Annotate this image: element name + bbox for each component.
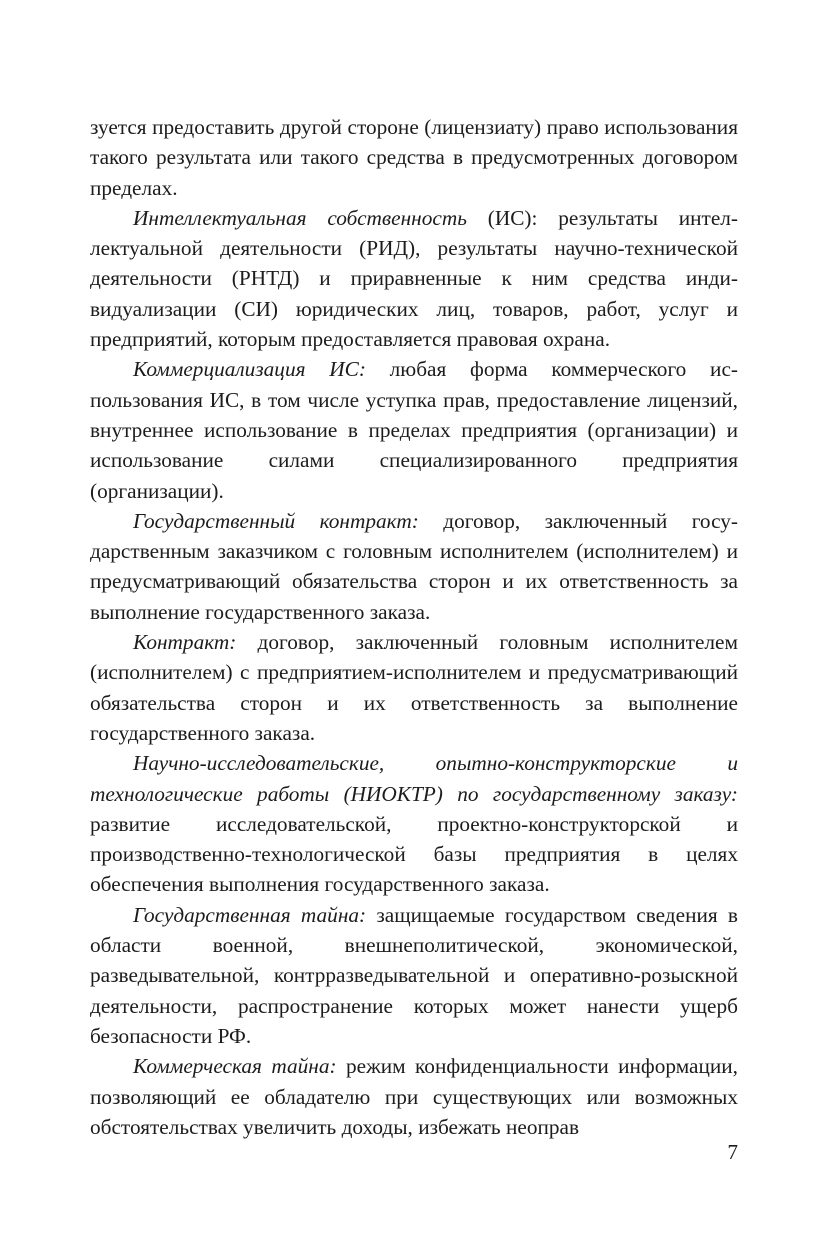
paragraph-continuation <box>90 112 738 203</box>
paragraph-commercialization <box>90 354 738 505</box>
paragraph-term: Государственный контракт: <box>133 508 419 533</box>
paragraph-text: договор, заключенный головным исполнителем (исполнителем) с предприятием-исполнителем и предусматривающий обязательства сторон и их ответственность за выполнение государственного заказа. <box>90 630 738 745</box>
paragraph-text: режим конфиденциальности информации, позволяющий ее обладателю при существующих или возможных обстоятельствах увеличить доходы, избежать неоправ <box>90 1054 738 1139</box>
paragraph-term: Коммерческая тайна: <box>133 1054 337 1079</box>
paragraph-contract <box>90 627 738 748</box>
paragraph-nioktr <box>90 748 738 899</box>
paragraph-term: Интеллектуальная собственность <box>133 205 467 230</box>
paragraph-term: Государственная тайна: <box>133 902 367 927</box>
paragraph-state-secret <box>90 900 738 1051</box>
paragraph-text: договор, заключенный государственным заказчиком с головным исполнителем (исполнителем) и предусматривающий обязательства сторон и их ответственность за выполнение государственного заказа. <box>90 508 738 624</box>
paragraph-term: Коммерциализация ИС: <box>133 357 366 382</box>
paragraph-text: развитие исследовательской, проектно-конструкторской и производственно-технологической базы предприятия в целях обеспечения выполнения государственного заказа. <box>90 811 738 897</box>
paragraph-text: (ИС): результаты интеллектуальной деятельности (РИД), результаты научно-технической деятельности (РНТД) и приравненные к ним средства индивидуализации (СИ) юридических лиц, товаров, работ, услуг и предприятий, которым предоставляется правовая охрана. <box>90 205 738 352</box>
paragraph-text: любая форма коммерческого использования ИС, в том числе уступка прав, предоставление лицензий, внутреннее использование в пределах предприятия (организации) и использование силами специализированного предприятия (организации). <box>90 357 738 503</box>
paragraph-term: Научно-исследовательские, опытно-конструкторские и технологические работы (НИОКТР) по государственному заказу: <box>90 751 738 806</box>
paragraph-text: защищаемые государством сведения в области военной, внешнеполитической, экономической, разведывательной, контрразведывательной и оперативно-розыскной деятельности, распространение которых может нанести ущерб безопасности РФ. <box>90 902 738 1048</box>
paragraph-state-contract <box>90 506 738 627</box>
page-number: 7 <box>727 1140 738 1164</box>
body-text <box>90 112 738 1142</box>
paragraph-trade-secret <box>90 1051 738 1142</box>
paragraph-term: Контракт: <box>133 630 237 655</box>
paragraph-intellectual-property <box>90 203 738 354</box>
paragraph-text: зуется предоставить другой стороне (лицензиату) право использования такого результата или такого средства в предусмотренных договором пределах. <box>90 115 738 200</box>
